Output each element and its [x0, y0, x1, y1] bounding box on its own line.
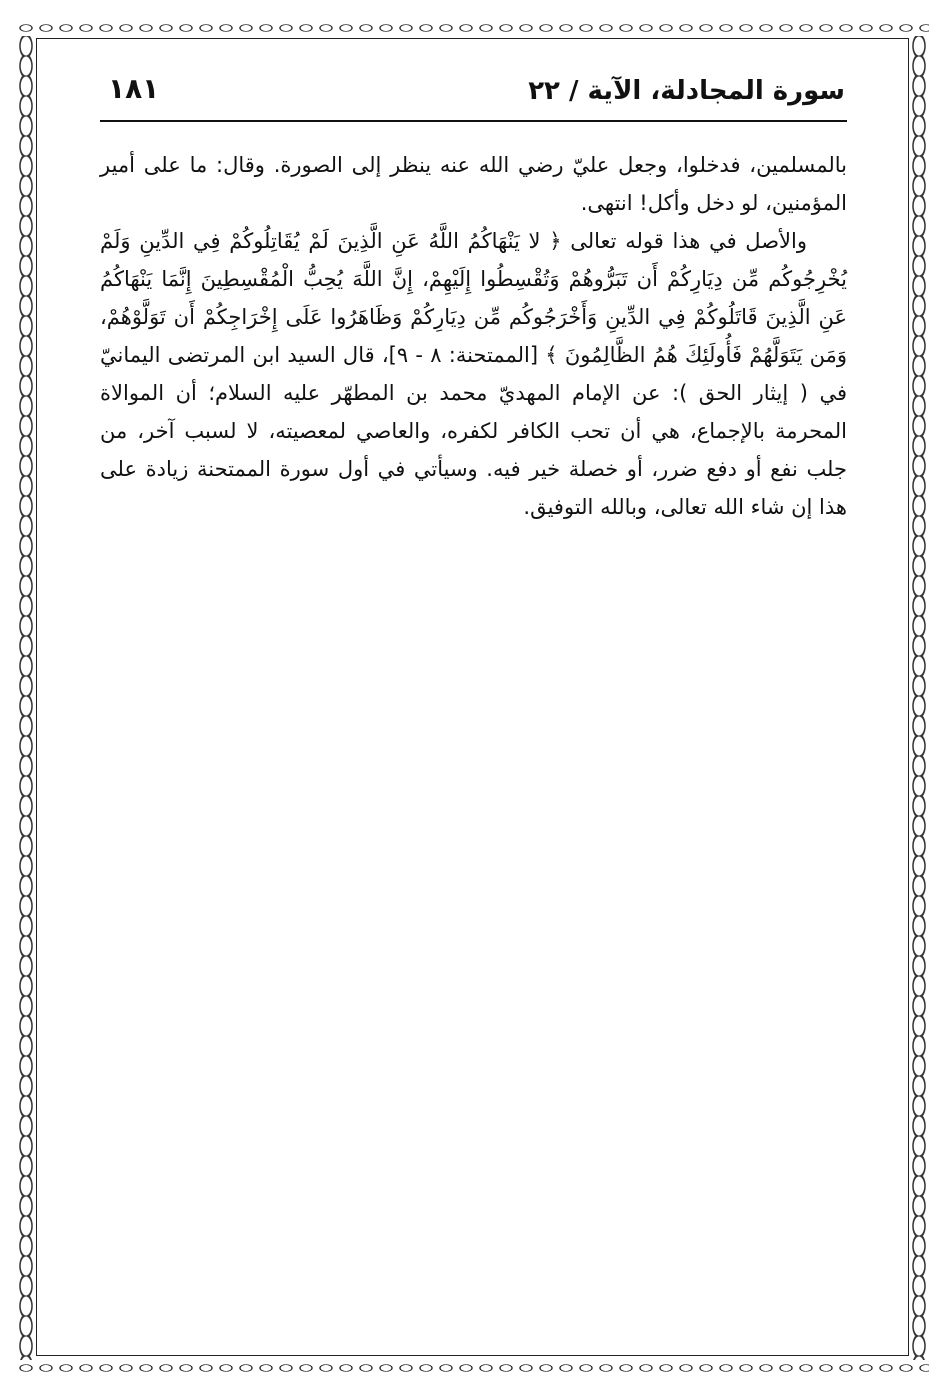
paragraph-2-rest: قال السيد ابن المرتضى اليمانيّ في ( إيثار الحق ): عن الإمام المهديّ محمد بن المطهّر عليه السلام؛ أن الموالاة المحرمة بالإجماع، هي أن تحب الكافر لكفره، والعاصي لمعصيته، لا لسبب آخر، من جلب نفع أو دفع ضرر، أو خصلة خير فيه. وسيأتي في أول سورة الممتحنة زيادة على هذا إن شاء الله تعالى، وبالله التوفيق.	[100, 343, 847, 519]
paragraph-2	[100, 222, 847, 526]
border-chain-right	[909, 36, 929, 1360]
header-rule	[100, 120, 847, 122]
main-text	[100, 146, 847, 526]
border-chain-left	[16, 36, 36, 1360]
paragraph-2-intro: والأصل في هذا قوله تعالى	[570, 229, 807, 253]
quran-verse: ﴿ لا يَنْهَاكُمُ اللَّهُ عَنِ الَّذِينَ لَمْ يُقَاتِلُوكُمْ فِي الدِّينِ وَلَمْ يُخْرِجُوكُم مِّن دِيَارِكُمْ أَن تَبَرُّوهُمْ وَتُقْسِطُوا إِلَيْهِمْ، إِنَّ اللَّهَ يُحِبُّ الْمُقْسِطِينَ إِنَّمَا يَنْهَاكُمُ عَنِ الَّذِينَ قَاتَلُوكُمْ فِي الدِّينِ وَأَخْرَجُوكُم مِّن دِيَارِكُمْ وَظَاهَرُوا عَلَى إِخْرَاجِكُمْ أَن تَوَلَّوْهُمْ، وَمَن يَتَوَلَّهُمْ فَأُولَئِكَ هُمُ الظَّالِمُونَ ﴾	[100, 229, 847, 367]
border-chain-bottom	[16, 1358, 929, 1378]
verse-citation: [الممتحنة: ٨ - ٩]،	[381, 343, 539, 367]
border-chain-top	[16, 18, 929, 38]
paragraph-1: بالمسلمين، فدخلوا، وجعل عليّ رضي الله عنه ينظر إلى الصورة. وقال: ما على أمير المؤمنين، لو دخل وأكل! انتهى.	[100, 153, 847, 215]
page-number: ١٨١	[108, 72, 160, 105]
running-title: سورة المجادلة، الآية / ٢٢	[528, 76, 845, 106]
